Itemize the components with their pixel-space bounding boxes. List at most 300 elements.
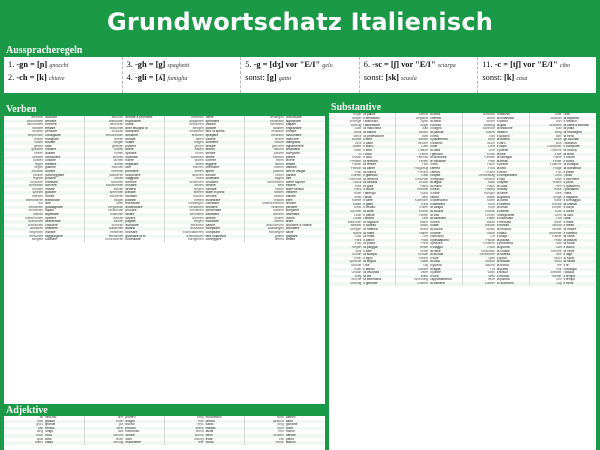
italian-word: l'occhio (429, 124, 462, 128)
german-word: unterschreiben (245, 202, 285, 206)
italian-word: la birra (563, 134, 574, 138)
italian-word: compilare (205, 227, 245, 231)
german-word: Flugzeug (396, 167, 429, 171)
german-word: grillen (245, 235, 285, 239)
italian-word: la carne (362, 167, 395, 171)
german-word: Auge (396, 124, 429, 128)
verben-table (4, 116, 325, 242)
italian-word: scegliere (285, 209, 300, 213)
italian-word: telefonare (44, 199, 84, 203)
german-word: Zucker (463, 282, 496, 286)
italian-word: costare (45, 159, 56, 163)
italian-word: invitare (285, 130, 297, 134)
italian-word: dormire (125, 180, 137, 184)
german-word: Dusche (529, 149, 562, 153)
italian-word: giocare (44, 191, 84, 195)
german-word: fehlen (245, 138, 285, 142)
italian-word: stampare (125, 130, 140, 134)
italian-word: povero (125, 416, 136, 419)
german-word: drucken (84, 130, 124, 134)
german-word: Spiel (463, 257, 496, 261)
german-word: passieren (84, 174, 124, 178)
german-word: sterben (32, 195, 44, 199)
german-word: Hobby (463, 188, 496, 192)
italian-word: il tempo (563, 278, 576, 282)
german-word: sehen (165, 184, 205, 188)
german-word: Tasche (463, 264, 496, 268)
german-word: Gemüse (348, 177, 362, 181)
german-word: Kaffee (351, 199, 362, 203)
german-word: Monat (529, 224, 562, 228)
german-word: Berg (529, 131, 562, 135)
italian-word: la foto (496, 167, 529, 171)
italian-word: nuovo (285, 430, 295, 434)
german-word: bezahlen (245, 123, 285, 127)
adjektive-table (4, 416, 325, 445)
german-word: Schiff (396, 250, 429, 254)
german-word: Zeitung (329, 282, 362, 286)
german-word: helfen (34, 151, 44, 155)
italian-word: cambiare (205, 202, 220, 206)
rule-text: -c = [tʃ] vor "E/I" (494, 60, 558, 69)
italian-word: la testa (496, 206, 508, 210)
german-word: entscheiden (84, 134, 124, 138)
italian-word: cantare (205, 187, 217, 191)
italian-word: stare in piedi (205, 191, 245, 195)
german-word: parken (33, 173, 44, 177)
rule-lead: 1. (8, 60, 17, 69)
italian-word: il tè (563, 263, 569, 267)
german-word: essen (34, 137, 44, 141)
italian-word: viaggiare (124, 177, 164, 181)
italian-word: la bocca (430, 228, 443, 231)
italian-word: la città (429, 260, 462, 264)
german-word: hoffen (84, 152, 124, 156)
italian-word: la stazione (496, 127, 513, 131)
italian-word: il vestito (363, 206, 376, 210)
italian-word: l'ora (363, 263, 370, 267)
german-word: Bett (396, 135, 429, 139)
italian-word: il libro (496, 141, 506, 145)
italian-word: buono (125, 423, 135, 427)
italian-word: fare (125, 166, 132, 170)
adjective-row (4, 441, 325, 445)
italian-word: grigliare (285, 235, 325, 239)
italian-word: la carta (563, 235, 575, 239)
italian-word: il sole (430, 256, 439, 260)
italian-word: raggiungere (44, 235, 84, 239)
italian-word: l'hobby (496, 188, 529, 192)
adjektive-panel (4, 416, 325, 450)
german-word: Hose (529, 188, 562, 192)
german-word: Karte (463, 199, 496, 203)
german-word: fahren (84, 138, 124, 142)
german-word: billig (165, 416, 205, 420)
german-word: Butter (329, 145, 362, 149)
italian-word: trovare (44, 141, 84, 145)
german-word: Mann (396, 221, 429, 225)
german-word: Frage (529, 167, 562, 171)
german-word: Sonne (396, 257, 429, 261)
italian-word: il caffè (363, 199, 373, 203)
german-word: leicht (165, 430, 205, 434)
german-word: finden (4, 141, 44, 145)
german-word: Ort (463, 235, 496, 239)
rule-line (127, 72, 237, 85)
rule-line (364, 59, 474, 72)
italian-word: il mare (563, 220, 574, 224)
italian-word: mangiare (45, 137, 59, 141)
german-word: klingeln (31, 238, 44, 242)
italian-word: lungo (45, 430, 54, 434)
german-word: böse (245, 416, 285, 420)
italian-word: l'idea (563, 192, 572, 196)
german-word: Feuer (529, 160, 562, 164)
italian-word: ricco (44, 434, 84, 438)
italian-word: la bicicletta (430, 156, 447, 160)
italian-word: fare (45, 202, 51, 206)
german-word: Land (354, 213, 362, 217)
german-word: ziehen (245, 220, 285, 224)
rule-lead: 2. (8, 73, 17, 82)
german-word: Markt (463, 221, 496, 225)
german-word: Schule (396, 253, 429, 257)
german-word: Tee (529, 264, 562, 268)
italian-word: la sera (430, 113, 441, 116)
italian-word: piovere (44, 177, 84, 181)
italian-word: parlare (285, 173, 297, 177)
german-word: schön (165, 434, 205, 438)
german-word: Schnee (529, 250, 562, 254)
german-word: Angst (352, 113, 362, 116)
german-word: waschen (84, 213, 124, 217)
german-word: Brille (529, 138, 562, 142)
german-word: anfangen (245, 116, 285, 120)
german-word: Angebot (396, 117, 429, 121)
rule-lead: sonst: (482, 73, 505, 82)
italian-word: comprare (285, 151, 300, 155)
italian-word: il passaporto (429, 239, 462, 243)
pronunciation-rule (360, 57, 479, 93)
italian-word: la mattina (363, 228, 378, 231)
german-word: Antwort (529, 117, 562, 121)
italian-word: la festa (496, 160, 529, 164)
german-word: Freund (396, 171, 429, 175)
german-word: machen (84, 166, 124, 170)
german-word: studieren (84, 195, 124, 199)
german-word: laut (84, 430, 124, 434)
german-word: benutzen (84, 123, 124, 127)
italian-word: aiutare (45, 151, 56, 155)
pronunciation-rules-panel (4, 57, 596, 93)
pronunciation-rule (478, 57, 596, 93)
italian-word: la data (430, 148, 441, 152)
german-word: Lied (396, 217, 429, 221)
italian-word: la risposta (563, 117, 596, 121)
german-word: spielen (4, 191, 44, 195)
german-word: tragen (84, 199, 124, 203)
german-word: sagen (245, 177, 285, 181)
italian-word: cucinare (124, 156, 164, 160)
italian-word: la carta (496, 199, 508, 203)
italian-word: lo zucchero (496, 282, 529, 286)
italian-word: cercare (205, 195, 217, 199)
german-word: beginnen (29, 231, 44, 234)
german-word: zumachen (27, 223, 44, 227)
rule-lead: 11. (482, 60, 495, 69)
german-word: gut (84, 423, 124, 427)
italian-word: controllare (125, 238, 141, 242)
rule-text: -gli = [ʎ] (134, 73, 166, 82)
german-word: Beruf (353, 134, 362, 138)
german-word: Wetter (529, 275, 562, 279)
italian-word: la bottiglia (563, 163, 579, 167)
german-word: Foto (463, 167, 496, 171)
italian-word: il cibo (363, 156, 372, 160)
german-word: tun (38, 202, 44, 206)
italian-word: l'anno (429, 196, 462, 200)
german-word: Messer (329, 224, 362, 228)
italian-word: il cielo (429, 188, 462, 192)
italian-word: il treno (563, 282, 596, 286)
italian-word: sedersi (125, 187, 137, 191)
italian-word: il succo (563, 246, 596, 250)
german-word: stellen (245, 191, 285, 195)
german-word: regnen (4, 177, 44, 181)
german-word: hören (165, 152, 205, 156)
italian-word: provare (125, 209, 137, 213)
italian-word: il coltello (362, 224, 395, 228)
italian-word: inviare (45, 187, 55, 191)
italian-word: l'ascensore (362, 124, 395, 128)
rule-text: -sc = [ʃ] vor "E/I" (372, 60, 436, 69)
german-word: kaufen (245, 152, 285, 156)
italian-word: la banca (362, 131, 395, 135)
italian-word: aprire (205, 170, 245, 174)
german-word: packen (245, 170, 285, 174)
german-word: traurig (165, 438, 205, 442)
german-word: kontrollieren (84, 238, 124, 242)
italian-word: i soldi (563, 174, 596, 178)
german-word: Wald (463, 271, 496, 275)
german-word: Kirche (529, 203, 562, 207)
german-word: meinen (165, 166, 205, 170)
italian-word: amare (285, 238, 296, 242)
section-heading-adjektive: Adjektive (6, 405, 48, 416)
italian-word: fumare (205, 173, 216, 177)
german-word: Hotel (353, 192, 362, 196)
italian-word: il tetto (363, 148, 373, 152)
german-word: kosten (33, 159, 44, 163)
german-word: Luft (529, 217, 562, 221)
noun-row (329, 282, 596, 286)
german-word: Hals (354, 184, 362, 188)
italian-word: il cucchiaio (496, 217, 529, 221)
german-word: Farbe (529, 156, 562, 160)
german-word: Datum (396, 149, 429, 153)
rule-example: gelo (322, 63, 333, 69)
italian-word: ridere (125, 159, 134, 163)
german-word: verdienen (4, 206, 44, 210)
italian-word: il parco (362, 239, 395, 243)
italian-word: ringraziare (285, 127, 325, 131)
german-word: Nase (463, 232, 496, 236)
italian-word: venire (205, 156, 245, 160)
italian-word: magro (124, 420, 164, 424)
german-word: spät (36, 437, 44, 441)
italian-word: la chiave (496, 249, 510, 253)
german-word: setzen (84, 188, 124, 192)
italian-word: studiare (125, 195, 138, 199)
german-word: nehmen (84, 170, 124, 174)
section-heading-substantive: Substantive (331, 102, 382, 113)
pronunciation-rule (4, 57, 123, 93)
german-word: sprechen (84, 191, 124, 195)
italian-word: il letto (430, 134, 439, 138)
rule-lead: 3. (126, 60, 135, 69)
italian-word: la posta (363, 242, 375, 246)
german-word: Wein (396, 275, 429, 279)
german-word: Fest (463, 160, 496, 164)
italian-word: la camera (429, 282, 462, 286)
section-heading-aussprache: Ausspracheregeln (6, 45, 83, 56)
italian-word: ascoltare (125, 223, 139, 227)
italian-word: la borsa (496, 263, 509, 267)
german-word: Glück (329, 181, 362, 185)
italian-word: il mondo (496, 275, 529, 279)
german-word: rauchen (165, 174, 205, 178)
italian-word: la neve (563, 249, 575, 253)
italian-word: lo sport (563, 256, 575, 260)
italian-word: la mela (430, 120, 441, 124)
italian-word: il burro (362, 145, 395, 149)
italian-word: consigliare (44, 134, 84, 138)
italian-word: il quadro (496, 134, 510, 138)
german-word: empfehlen (4, 134, 44, 138)
rule-text: -gn = [ɲ] (16, 60, 48, 69)
italian-word: l'ospite (429, 174, 462, 178)
italian-word: chiamare (205, 177, 245, 181)
german-word: Stunde (350, 263, 362, 267)
german-word: Liebe (329, 217, 362, 221)
italian-word: mettere (44, 163, 84, 167)
german-word: legen (4, 163, 44, 167)
german-word: singen (165, 188, 205, 192)
german-word: Schuh (329, 253, 362, 257)
italian-word: fare le valigie (285, 170, 325, 174)
italian-word: la gonna (496, 246, 529, 250)
italian-word: l'amico (430, 170, 441, 174)
german-word: wählen (245, 209, 285, 213)
german-word: vergessen (84, 206, 124, 210)
italian-word: il luogo (496, 235, 508, 239)
italian-word: la nave (430, 249, 441, 253)
italian-word: il frutto (496, 170, 507, 174)
german-word: alt (39, 416, 44, 419)
german-word: glauben (4, 148, 44, 152)
german-word: Minute (463, 224, 496, 228)
italian-word: volere (285, 216, 295, 220)
german-word: Dorf (463, 149, 496, 153)
rule-text: [sk] (385, 73, 399, 82)
german-word: Hand (396, 185, 429, 189)
italian-word: il gioco (496, 256, 508, 260)
german-word: wechseln (165, 213, 205, 217)
italian-word: il minuto (496, 224, 529, 228)
italian-word: guardare la tv (124, 235, 164, 239)
german-word: Glas (529, 178, 562, 182)
german-word: geben (33, 144, 44, 148)
german-word: Bauch (396, 131, 429, 135)
german-word: jung (245, 423, 285, 427)
german-word: schicken (30, 180, 44, 184)
german-word: Frucht (463, 171, 496, 175)
german-word: Morgen (350, 228, 362, 231)
german-word: tanzen (245, 195, 285, 199)
german-word: Baum (463, 131, 496, 135)
italian-word: la fortuna (362, 181, 395, 185)
italian-word: il latte (429, 224, 462, 228)
italian-word: spiegare (205, 134, 245, 138)
italian-word: pensare (45, 130, 58, 134)
german-word: lang (36, 430, 44, 434)
italian-word: la lettera (496, 138, 529, 142)
german-word: kommen (165, 156, 205, 160)
german-word: Fieber (352, 163, 362, 167)
german-word: erzählen (245, 134, 285, 138)
italian-word: cominciare (285, 116, 302, 119)
german-word: Salz (354, 249, 362, 253)
german-word: Vater (396, 271, 429, 275)
german-word: Adresse (463, 113, 496, 117)
italian-word: sano (285, 420, 325, 424)
german-word: Herz (329, 188, 362, 192)
german-word: teuer (84, 438, 124, 442)
italian-word: caldo (205, 423, 214, 427)
italian-word: cadere (205, 137, 216, 141)
italian-word: la lingua (362, 260, 395, 264)
italian-word: stare seduto (285, 187, 305, 191)
italian-word: appartenere (285, 144, 304, 148)
german-word: Tag (396, 264, 429, 268)
rule-example: casa (516, 76, 528, 82)
italian-word: l'offerta (429, 117, 462, 121)
italian-word: ricevere (45, 123, 57, 127)
german-word: Bild (463, 135, 496, 139)
italian-word: difficile (285, 434, 325, 438)
german-word: schlafen (84, 181, 124, 185)
italian-word: visitare (205, 123, 217, 127)
italian-word: la gola (363, 184, 374, 188)
italian-word: la taglia (429, 181, 462, 185)
german-word: heiß (165, 423, 205, 427)
german-word: Anzeige (349, 120, 362, 124)
italian-word: facile (205, 430, 214, 434)
german-word: müssen (4, 170, 44, 174)
italian-word: vecchio (45, 416, 57, 419)
rule-line (245, 72, 355, 85)
german-word: gefallen (84, 145, 124, 149)
italian-word: suonare (45, 238, 58, 242)
italian-word: chiedere (205, 141, 245, 145)
italian-word: sperare (125, 151, 137, 155)
italian-word: la domanda (563, 167, 596, 171)
italian-word: la palla (563, 127, 575, 131)
rule-example: gatto (278, 76, 292, 82)
italian-word: firmare (285, 202, 297, 206)
italian-word: abitare (205, 216, 216, 220)
rule-example: chiave (48, 76, 65, 82)
